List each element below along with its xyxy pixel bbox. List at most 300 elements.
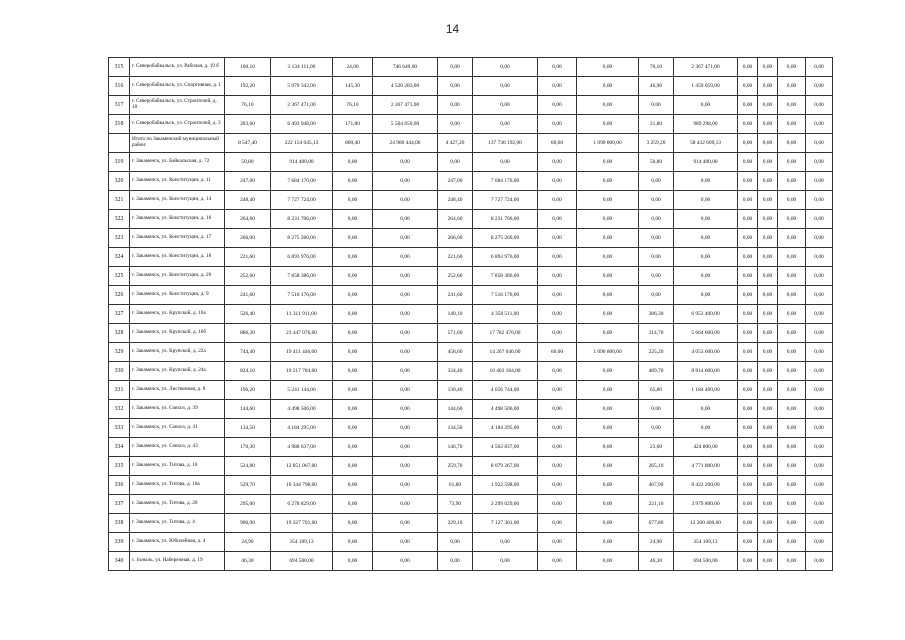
value-cell: 0,00	[373, 191, 438, 210]
address-cell: г. Закаменск, ул. Титова, д. 20	[130, 495, 225, 514]
value-cell: 0,00	[778, 115, 806, 134]
value-cell: 0,00	[333, 419, 373, 438]
value-cell: 694 500,00	[271, 552, 333, 571]
value-cell: 0,00	[778, 400, 806, 419]
value-cell: 0,00	[806, 153, 833, 172]
value-cell: 0,00	[806, 381, 833, 400]
value-cell: 23 447 076,00	[271, 324, 333, 343]
value-cell: 0,00	[373, 229, 438, 248]
value-cell: 100,10	[225, 58, 271, 77]
value-cell: 0,00	[333, 381, 373, 400]
value-cell: 4 498 506,00	[473, 400, 538, 419]
value-cell: 0,00	[373, 210, 438, 229]
value-cell: 247,00	[225, 172, 271, 191]
value-cell: 0,00	[674, 419, 738, 438]
value-cell: 0,00	[738, 514, 758, 533]
value-cell: 196,20	[225, 381, 271, 400]
value-cell: 6 493 948,00	[271, 115, 333, 134]
value-cell: 989 298,00	[674, 115, 738, 134]
table-row	[109, 324, 833, 343]
value-cell: 0,00	[577, 362, 639, 381]
value-cell: 526,40	[225, 305, 271, 324]
table-row	[109, 514, 833, 533]
table-row	[109, 191, 833, 210]
value-cell: 0,00	[577, 514, 639, 533]
address-cell: г. Закаменск, ул. Конституции, д. 18	[130, 248, 225, 267]
value-cell: 0,00	[806, 305, 833, 324]
table-row	[109, 96, 833, 115]
value-cell: 2 367 471,00	[271, 96, 333, 115]
value-cell: 0,00	[738, 476, 758, 495]
value-cell: 0,00	[738, 400, 758, 419]
value-cell: 0,00	[538, 210, 577, 229]
table-row	[109, 343, 833, 362]
value-cell: 0,00	[758, 362, 778, 381]
value-cell: 0,00	[473, 96, 538, 115]
value-cell: 61,80	[438, 476, 473, 495]
value-cell: 0,00	[538, 172, 577, 191]
value-cell: 0,00	[778, 153, 806, 172]
value-cell: 0,00	[778, 552, 806, 571]
value-cell: 800,40	[333, 134, 373, 153]
value-cell: 0,00	[778, 77, 806, 96]
value-cell: 140,10	[438, 305, 473, 324]
row-number-cell: 328	[109, 324, 130, 343]
table-row	[109, 134, 833, 153]
address-cell: г. Закаменск, ул. Конституции, д. 14	[130, 191, 225, 210]
value-cell: 7 727 724,00	[473, 191, 538, 210]
value-cell: 0,00	[373, 419, 438, 438]
value-cell: 0,00	[674, 96, 738, 115]
value-cell: 14 267 046,00	[473, 343, 538, 362]
value-cell: 6 893 976,00	[271, 248, 333, 267]
value-cell: 0,00	[758, 400, 778, 419]
value-cell: 0,00	[758, 286, 778, 305]
value-cell: 137 730 192,00	[473, 134, 538, 153]
value-cell: 0,00	[758, 419, 778, 438]
value-cell: 0,00	[333, 172, 373, 191]
value-cell: 0,00	[577, 381, 639, 400]
value-cell: 0,00	[577, 153, 639, 172]
address-cell: г. Закаменск, ул. Конституции, д. 20	[130, 267, 225, 286]
value-cell: 0,00	[806, 343, 833, 362]
table-row	[109, 153, 833, 172]
address-cell: г. Закаменск, ул. Крупской, д. 22а	[130, 343, 225, 362]
value-cell: 0,00	[758, 191, 778, 210]
value-cell: 0,00	[373, 457, 438, 476]
value-cell: 529,70	[225, 476, 271, 495]
value-cell: 0,00	[333, 362, 373, 381]
address-cell: г. Северобайкальск, ул. Спортивная, д. 1	[130, 77, 225, 96]
value-cell: 0,00	[538, 58, 577, 77]
value-cell: 0,00	[438, 58, 473, 77]
value-cell: 0,00	[577, 96, 639, 115]
value-cell: 354 109,13	[271, 533, 333, 552]
value-cell: 50,80	[639, 153, 674, 172]
value-cell: 0,00	[639, 172, 674, 191]
value-cell: 170,30	[225, 438, 271, 457]
value-cell: 0,00	[806, 400, 833, 419]
value-cell: 0,00	[473, 533, 538, 552]
row-number-cell: 333	[109, 419, 130, 438]
value-cell: 0,00	[674, 400, 738, 419]
value-cell: 0,00	[538, 419, 577, 438]
address-cell: г. Северобайкальск, ул. Рабочая, д. 19 б	[130, 58, 225, 77]
value-cell: 0,00	[333, 210, 373, 229]
value-cell: 0,00	[758, 229, 778, 248]
value-cell: 58 432 609,13	[674, 134, 738, 153]
value-cell: 0,00	[639, 229, 674, 248]
row-number-cell: 337	[109, 495, 130, 514]
value-cell: 264,60	[225, 210, 271, 229]
table-row	[109, 533, 833, 552]
value-cell: 0,00	[577, 172, 639, 191]
value-cell: 0,00	[577, 438, 639, 457]
value-cell: 8 231 706,00	[271, 210, 333, 229]
value-cell: 458,60	[438, 343, 473, 362]
row-number-cell: 316	[109, 77, 130, 96]
table-row	[109, 286, 833, 305]
value-cell: 0,00	[333, 248, 373, 267]
address-cell: г. Закаменск, ул. Титова, д. 18	[130, 457, 225, 476]
value-cell: 0,00	[778, 248, 806, 267]
value-cell: 0,00	[639, 210, 674, 229]
value-cell: 0,00	[738, 457, 758, 476]
value-cell: 0,00	[738, 172, 758, 191]
table-row	[109, 552, 833, 571]
value-cell: 424 800,00	[674, 438, 738, 457]
value-cell: 0,00	[806, 58, 833, 77]
value-cell: 0,00	[738, 96, 758, 115]
table-row	[109, 115, 833, 134]
value-cell: 4 563 837,00	[473, 438, 538, 457]
value-cell: 0,00	[538, 438, 577, 457]
value-cell: 0,00	[758, 77, 778, 96]
value-cell: 0,00	[806, 476, 833, 495]
value-cell: 2 299 029,00	[473, 495, 538, 514]
value-cell: 0,00	[778, 495, 806, 514]
value-cell: 0,00	[778, 305, 806, 324]
value-cell: 5 241 144,00	[271, 381, 333, 400]
value-cell: 4 358 511,00	[473, 305, 538, 324]
value-cell: 0,00	[758, 58, 778, 77]
value-cell: 0,00	[674, 191, 738, 210]
value-cell: 248,40	[438, 191, 473, 210]
value-cell: 0,00	[738, 343, 758, 362]
table-row	[109, 400, 833, 419]
value-cell: 0,00	[473, 58, 538, 77]
value-cell: 0,00	[438, 77, 473, 96]
value-cell: 0,00	[373, 343, 438, 362]
value-cell: 0,00	[758, 476, 778, 495]
value-cell: 0,00	[538, 476, 577, 495]
value-cell: 0,00	[333, 229, 373, 248]
value-cell: 0,00	[538, 400, 577, 419]
value-cell: 0,00	[333, 552, 373, 571]
value-cell: 241,60	[438, 286, 473, 305]
value-cell: 0,00	[373, 248, 438, 267]
value-cell: 0,00	[738, 77, 758, 96]
table-row	[109, 229, 833, 248]
value-cell: 0,00	[577, 305, 639, 324]
value-cell: 0,00	[778, 58, 806, 77]
row-number-cell: 322	[109, 210, 130, 229]
value-cell: 0,00	[473, 153, 538, 172]
value-cell: 0,00	[778, 381, 806, 400]
value-cell: 0,00	[577, 324, 639, 343]
value-cell: 4 498 506,00	[271, 400, 333, 419]
value-cell: 0,00	[738, 267, 758, 286]
row-number-cell: 323	[109, 229, 130, 248]
value-cell: 252,60	[438, 267, 473, 286]
value-cell: 0,00	[538, 248, 577, 267]
value-cell: 0,00	[738, 115, 758, 134]
value-cell: 0,00	[738, 191, 758, 210]
value-cell: 5 504 650,00	[373, 115, 438, 134]
address-cell: г. Закаменск, ул. Крупской, д. 16а	[130, 305, 225, 324]
value-cell: 8 231 706,00	[473, 210, 538, 229]
value-cell: 0,00	[577, 419, 639, 438]
value-cell: 3 979 800,00	[674, 495, 738, 514]
value-cell: 0,00	[373, 533, 438, 552]
value-cell: 145,30	[333, 77, 373, 96]
value-cell: 694 500,00	[674, 552, 738, 571]
value-cell: 0,00	[639, 191, 674, 210]
value-cell: 0,00	[538, 514, 577, 533]
table-body	[109, 58, 833, 571]
value-cell: 0,00	[373, 172, 438, 191]
value-cell: 0,00	[577, 286, 639, 305]
value-cell: 0,00	[438, 552, 473, 571]
value-cell: 0,00	[473, 115, 538, 134]
value-cell: 524,80	[225, 457, 271, 476]
value-cell: 354 109,13	[674, 533, 738, 552]
value-cell: 0,00	[738, 305, 758, 324]
value-cell: 0,00	[373, 324, 438, 343]
row-number-cell: 334	[109, 438, 130, 457]
value-cell: 50,80	[225, 153, 271, 172]
value-cell: 19 411 446,00	[271, 343, 333, 362]
value-cell: 677,80	[639, 514, 674, 533]
value-cell: 0,00	[778, 514, 806, 533]
table-row	[109, 210, 833, 229]
value-cell: 0,00	[538, 305, 577, 324]
value-cell: 252,60	[225, 267, 271, 286]
value-cell: 0,00	[738, 495, 758, 514]
value-cell: 0,00	[738, 210, 758, 229]
value-cell: 0,00	[758, 514, 778, 533]
value-cell: 0,00	[538, 362, 577, 381]
value-cell: 0,00	[333, 533, 373, 552]
value-cell: 0,00	[738, 438, 758, 457]
address-cell: г. Закаменск, ул. Крупской, д. 24а	[130, 362, 225, 381]
value-cell: 0,00	[738, 533, 758, 552]
value-cell: 386,30	[639, 305, 674, 324]
value-cell: 0,00	[639, 419, 674, 438]
value-cell: 1 459 059,00	[674, 77, 738, 96]
value-cell: 144,60	[438, 400, 473, 419]
value-cell: 0,00	[758, 210, 778, 229]
value-cell: 0,00	[577, 191, 639, 210]
value-cell: 0,00	[738, 134, 758, 153]
value-cell: 0,00	[538, 533, 577, 552]
value-cell: 295,00	[225, 495, 271, 514]
value-cell: 0,00	[674, 172, 738, 191]
value-cell: 0,00	[639, 286, 674, 305]
value-cell: 0,00	[577, 400, 639, 419]
value-cell: 0,00	[674, 248, 738, 267]
value-cell: 225,20	[639, 343, 674, 362]
value-cell: 4 184 295,00	[473, 419, 538, 438]
value-cell: 266,00	[225, 229, 271, 248]
value-cell: 0,00	[806, 514, 833, 533]
row-number-cell: 339	[109, 533, 130, 552]
value-cell: 0,00	[738, 248, 758, 267]
value-cell: 0,00	[758, 115, 778, 134]
value-cell: 0,00	[758, 552, 778, 571]
value-cell: 0,00	[738, 153, 758, 172]
address-cell: г. Закаменск, ул. Байкальская, д. 72	[130, 153, 225, 172]
value-cell: 19 327 701,00	[271, 514, 333, 533]
value-cell: 0,00	[333, 286, 373, 305]
value-cell: 0,00	[674, 267, 738, 286]
value-cell: 0,00	[538, 552, 577, 571]
value-cell: 1 090 800,00	[577, 343, 639, 362]
value-cell: 0,00	[577, 495, 639, 514]
row-number-cell: 317	[109, 96, 130, 115]
value-cell: 0,00	[806, 533, 833, 552]
row-number-cell: 330	[109, 362, 130, 381]
value-cell: 0,00	[778, 210, 806, 229]
value-cell: 0,00	[758, 324, 778, 343]
value-cell: 0,00	[758, 96, 778, 115]
value-cell: 0,00	[538, 153, 577, 172]
value-cell: 76,10	[639, 58, 674, 77]
value-cell: 0,00	[538, 267, 577, 286]
value-cell: 0,00	[473, 77, 538, 96]
value-cell: 241,60	[225, 286, 271, 305]
page-number: 14	[445, 22, 460, 36]
value-cell: 0,00	[738, 362, 758, 381]
value-cell: 0,00	[806, 115, 833, 134]
value-cell: 46,30	[639, 552, 674, 571]
value-cell: 0,00	[538, 495, 577, 514]
address-cell: г. Закаменск, ул. Титова, д. 18а	[130, 476, 225, 495]
table-row	[109, 248, 833, 267]
value-cell: 914 400,00	[271, 153, 333, 172]
value-cell: 914 400,00	[674, 153, 738, 172]
value-cell: 0,00	[806, 267, 833, 286]
value-cell: 334,40	[438, 362, 473, 381]
value-cell: 0,00	[438, 115, 473, 134]
value-cell: 76,10	[333, 96, 373, 115]
value-cell: 0,00	[438, 96, 473, 115]
table-row	[109, 419, 833, 438]
value-cell: 0,00	[758, 267, 778, 286]
value-cell: 24,90	[639, 533, 674, 552]
value-cell: 0,00	[806, 134, 833, 153]
value-cell: 1 090 800,00	[577, 134, 639, 153]
value-cell: 0,00	[373, 153, 438, 172]
value-cell: 265,10	[639, 457, 674, 476]
value-cell: 0,00	[538, 229, 577, 248]
table-row	[109, 476, 833, 495]
value-cell: 0,00	[373, 305, 438, 324]
value-cell: 4 988 637,00	[271, 438, 333, 457]
value-cell: 0,00	[778, 191, 806, 210]
value-cell: 7 727 724,00	[271, 191, 333, 210]
value-cell: 7 127 301,00	[473, 514, 538, 533]
value-cell: 0,00	[758, 172, 778, 191]
address-cell: г. Закаменск, ул. Крупской, д. 16б	[130, 324, 225, 343]
value-cell: 0,00	[373, 267, 438, 286]
address-cell: г. Закаменск, ул. Юбилейная, д. 4	[130, 533, 225, 552]
address-cell: г. Закаменск, ул. Титова, д. 4	[130, 514, 225, 533]
value-cell: 0,00	[778, 438, 806, 457]
value-cell: 0,00	[778, 343, 806, 362]
table-row	[109, 362, 833, 381]
value-cell: 0,00	[806, 210, 833, 229]
value-cell: 10 403 184,00	[473, 362, 538, 381]
value-cell: 467,90	[639, 476, 674, 495]
value-cell: 0,00	[758, 305, 778, 324]
value-cell: 0,00	[577, 533, 639, 552]
value-cell: 0,00	[639, 248, 674, 267]
row-number-cell: 324	[109, 248, 130, 267]
value-cell: 0,00	[758, 248, 778, 267]
row-number-cell	[109, 134, 130, 153]
value-cell: 0,00	[538, 324, 577, 343]
value-cell: 0,00	[577, 476, 639, 495]
value-cell: 0,00	[577, 267, 639, 286]
row-number-cell: 320	[109, 172, 130, 191]
value-cell: 0,00	[333, 324, 373, 343]
value-cell: 171,80	[333, 115, 373, 134]
address-cell: г. Закаменск, ул. Конституции, д. 11	[130, 172, 225, 191]
value-cell: 4 427,20	[438, 134, 473, 153]
value-cell: 0,00	[758, 533, 778, 552]
value-cell: 0,00	[806, 438, 833, 457]
value-cell: 12 200 400,00	[674, 514, 738, 533]
value-cell: 0,00	[758, 381, 778, 400]
address-cell: г. Закаменск, ул. Конституции, д. 17	[130, 229, 225, 248]
table-row	[109, 305, 833, 324]
table-row	[109, 172, 833, 191]
value-cell: 0,00	[674, 229, 738, 248]
address-cell: с. Бональ, ул. Набережная, д. 19	[130, 552, 225, 571]
value-cell: 0,00	[806, 495, 833, 514]
value-cell: 0,00	[577, 248, 639, 267]
value-cell: 0,00	[778, 457, 806, 476]
value-cell: 264,60	[438, 210, 473, 229]
value-cell: 19 217 784,00	[271, 362, 333, 381]
value-cell: 0,00	[778, 362, 806, 381]
value-cell: 0,00	[538, 381, 577, 400]
value-cell: 0,00	[639, 400, 674, 419]
value-cell: 0,00	[806, 419, 833, 438]
value-cell: 0,00	[473, 552, 538, 571]
row-number-cell: 327	[109, 305, 130, 324]
value-cell: 2 367 471,00	[373, 96, 438, 115]
value-cell: 8 547,40	[225, 134, 271, 153]
value-cell: 2 367 471,00	[674, 58, 738, 77]
value-cell: 3 134 111,00	[271, 58, 333, 77]
value-cell: 4 184 295,00	[271, 419, 333, 438]
value-cell: 0,00	[758, 343, 778, 362]
value-cell: 0,00	[639, 96, 674, 115]
value-cell: 73,90	[438, 495, 473, 514]
value-cell: 0,00	[333, 305, 373, 324]
